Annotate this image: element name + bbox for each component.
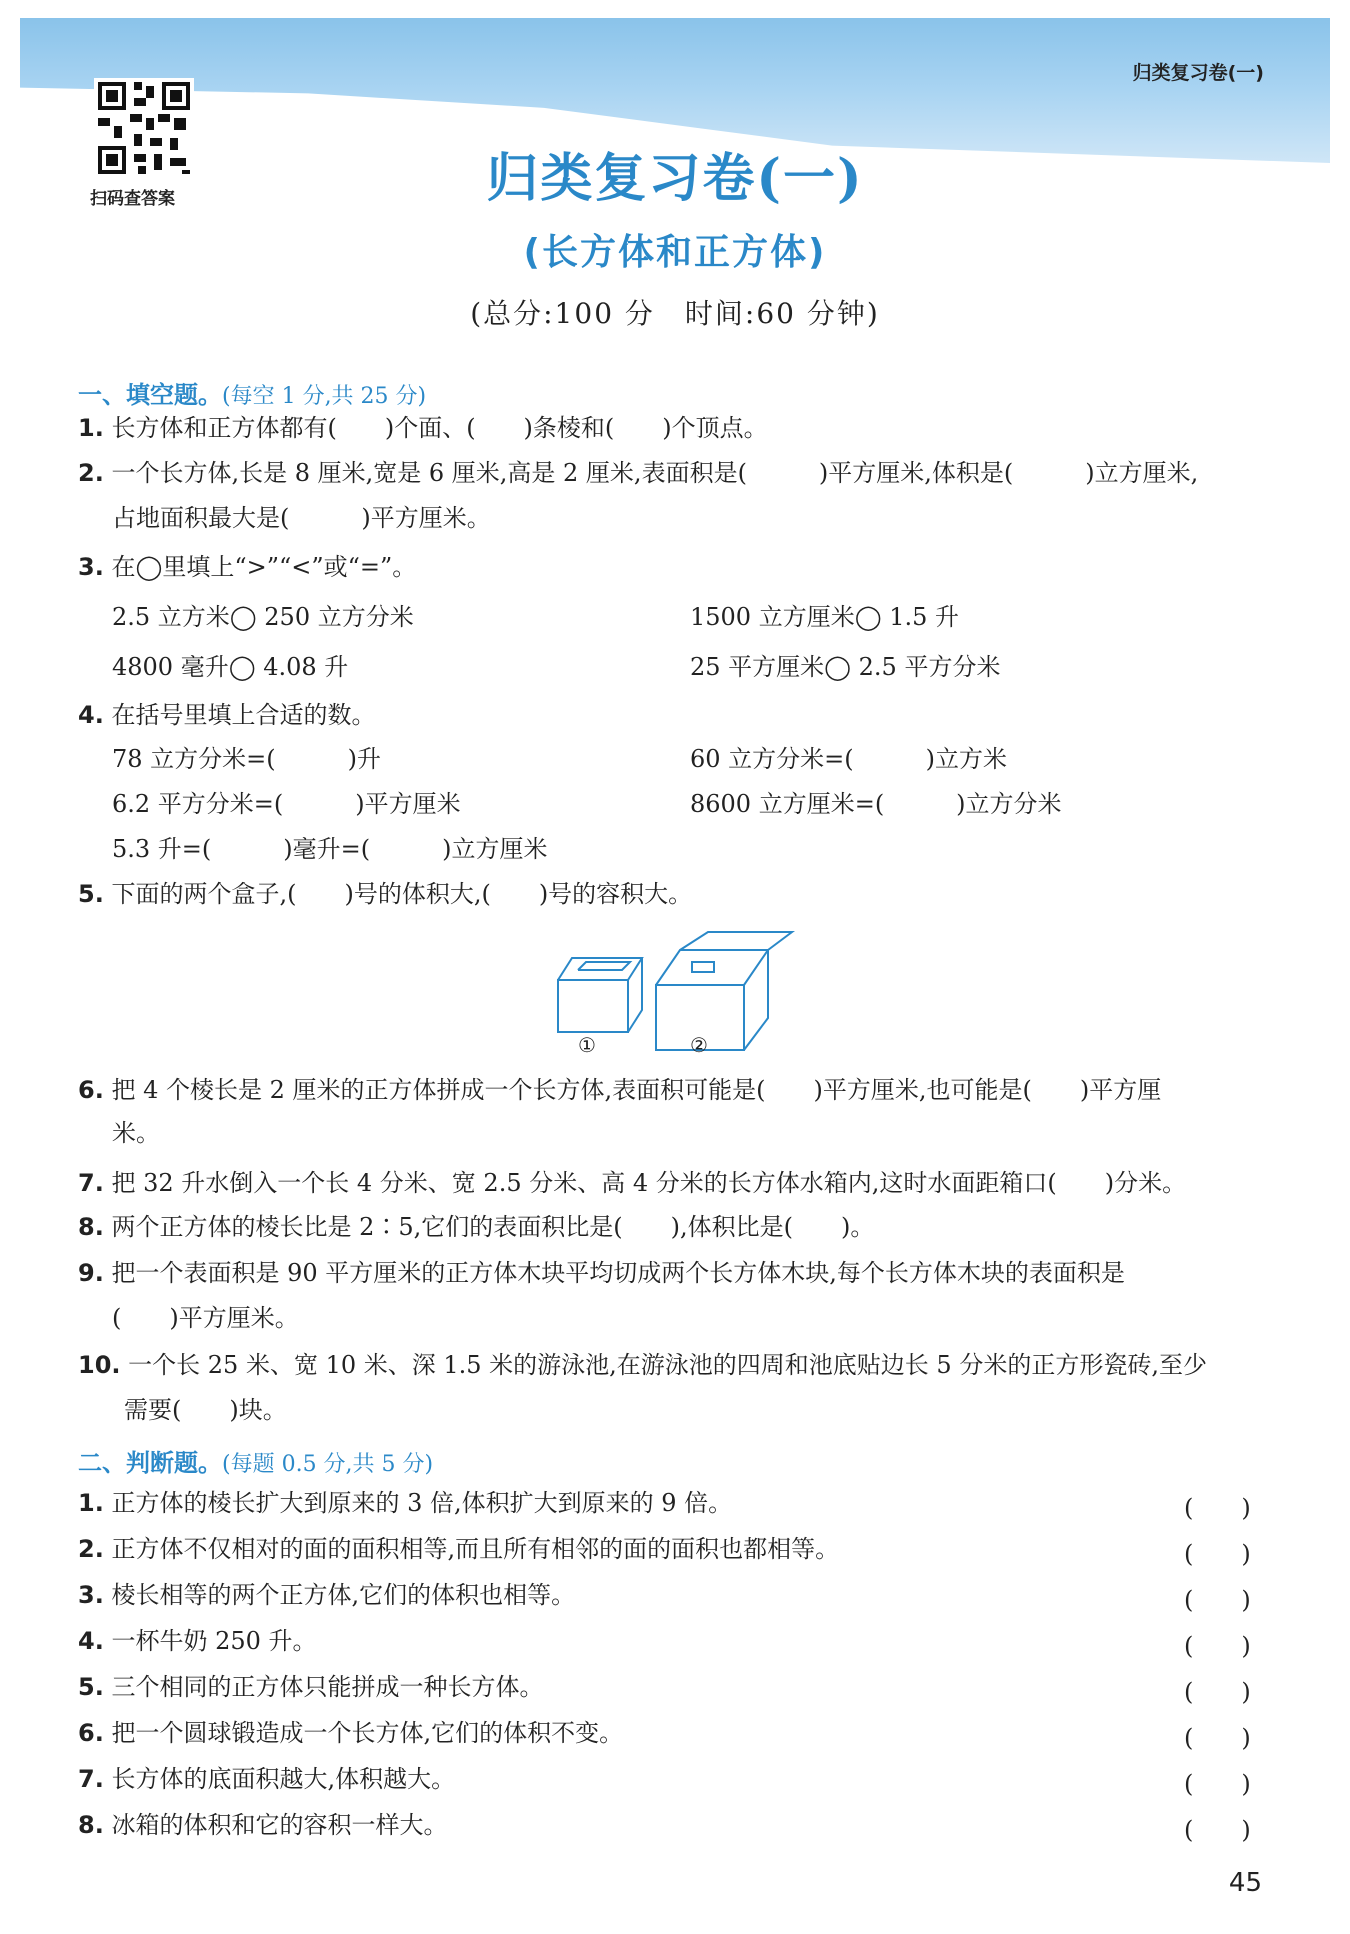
question-2 bbox=[78, 458, 1198, 488]
question-number: 3. bbox=[78, 1581, 104, 1609]
question-number: 4. bbox=[78, 1627, 104, 1655]
page-title: 归类复习卷(一) bbox=[486, 148, 864, 209]
question-text: 把 32 升水倒入一个长 4 分米、宽 2.5 分米、高 4 分米的长方体水箱内,这时水面距箱口( )分米。 bbox=[111, 1169, 1187, 1197]
judge-item-1 bbox=[78, 1488, 732, 1518]
judge-item-8 bbox=[78, 1810, 447, 1840]
box-1-drawing bbox=[558, 958, 642, 1032]
question-text: 棱长相等的两个正方体,它们的体积也相等。 bbox=[111, 1581, 576, 1609]
question-2-continued: 占地面积最大是( )平方厘米。 bbox=[112, 504, 491, 532]
fill-item-e: 5.3 升=( )毫升=( )立方厘米 bbox=[112, 835, 548, 863]
question-text: 长方体和正方体都有( )个面、( )条棱和( )个顶点。 bbox=[111, 414, 768, 442]
question-8 bbox=[78, 1212, 874, 1242]
qr-caption: 扫码查答案 bbox=[90, 189, 175, 209]
fill-item-a: 78 立方分米=( )升 bbox=[112, 745, 382, 773]
question-6-continued: 米。 bbox=[112, 1119, 160, 1147]
judge-item-5 bbox=[78, 1672, 543, 1702]
section-1-note: (每空 1 分,共 25 分) bbox=[222, 384, 427, 409]
page-subtitle: (长方体和正方体) bbox=[523, 232, 827, 273]
box-2-drawing bbox=[656, 932, 792, 1050]
box-label-1: ① bbox=[578, 1033, 596, 1057]
score-time-info: (总分:100 分 时间:60 分钟) bbox=[470, 297, 880, 330]
question-number: 9. bbox=[78, 1259, 104, 1287]
section-1-heading bbox=[78, 375, 426, 410]
question-6 bbox=[78, 1075, 1161, 1105]
question-number: 5. bbox=[78, 1673, 104, 1701]
question-number: 10. bbox=[78, 1351, 121, 1379]
section-2-heading bbox=[78, 1443, 433, 1478]
question-number: 4. bbox=[78, 701, 104, 729]
question-5 bbox=[78, 879, 692, 909]
question-number: 2. bbox=[78, 1535, 104, 1563]
question-10-continued: 需要( )块。 bbox=[124, 1396, 287, 1424]
compare-item-c: 4800 毫升◯ 4.08 升 bbox=[112, 653, 349, 681]
fill-item-c: 6.2 平方分米=( )平方厘米 bbox=[112, 790, 461, 818]
compare-item-d: 25 平方厘米◯ 2.5 平方分米 bbox=[690, 653, 1001, 681]
question-text: 把 4 个棱长是 2 厘米的正方体拼成一个长方体,表面积可能是( )平方厘米,也可能是( )平方厘 bbox=[111, 1076, 1162, 1104]
question-text: 下面的两个盒子,( )号的体积大,( )号的容积大。 bbox=[111, 880, 693, 908]
question-3 bbox=[78, 552, 416, 582]
question-text: 正方体不仅相对的面的面积相等,而且所有相邻的面的面积也都相等。 bbox=[111, 1535, 840, 1563]
question-10 bbox=[78, 1350, 1207, 1380]
section-2-title: 二、判断题。 bbox=[78, 1449, 222, 1477]
question-text: 在◯里填上“>”“<”或“=”。 bbox=[111, 553, 417, 581]
fill-item-d: 8600 立方厘米=( )立方分米 bbox=[690, 790, 1062, 818]
answer-bracket[interactable]: ( ) bbox=[1184, 1494, 1251, 1522]
question-text: 把一个表面积是 90 平方厘米的正方体木块平均切成两个长方体木块,每个长方体木块的表面积是 bbox=[111, 1259, 1125, 1287]
question-number: 8. bbox=[78, 1213, 104, 1241]
question-text: 把一个圆球锻造成一个长方体,它们的体积不变。 bbox=[111, 1719, 624, 1747]
fill-item-b: 60 立方分米=( )立方米 bbox=[690, 745, 1008, 773]
question-7 bbox=[78, 1168, 1186, 1198]
question-text: 一个长方体,长是 8 厘米,宽是 6 厘米,高是 2 厘米,表面积是( )平方厘米,体积是( )立方厘米, bbox=[111, 459, 1199, 487]
judge-item-6 bbox=[78, 1718, 623, 1748]
question-text: 长方体的底面积越大,体积越大。 bbox=[111, 1765, 456, 1793]
answer-bracket[interactable]: ( ) bbox=[1184, 1724, 1251, 1752]
question-text: 一杯牛奶 250 升。 bbox=[111, 1627, 317, 1655]
question-4 bbox=[78, 700, 375, 730]
question-text: 两个正方体的棱长比是 2∶5,它们的表面积比是( ),体积比是( )。 bbox=[111, 1213, 875, 1241]
judge-item-3 bbox=[78, 1580, 575, 1610]
question-number: 5. bbox=[78, 880, 104, 908]
question-number: 1. bbox=[78, 414, 104, 442]
answer-bracket[interactable]: ( ) bbox=[1184, 1586, 1251, 1614]
question-number: 7. bbox=[78, 1169, 104, 1197]
question-number: 6. bbox=[78, 1076, 104, 1104]
question-number: 8. bbox=[78, 1811, 104, 1839]
judge-item-7 bbox=[78, 1764, 455, 1794]
answer-bracket[interactable]: ( ) bbox=[1184, 1540, 1251, 1568]
question-text: 一个长 25 米、宽 10 米、深 1.5 米的游泳池,在游泳池的四周和池底贴边长 5 分米的正方形瓷砖,至少 bbox=[128, 1351, 1207, 1379]
question-number: 3. bbox=[78, 553, 104, 581]
question-1 bbox=[78, 413, 768, 443]
question-text: 冰箱的体积和它的容积一样大。 bbox=[111, 1811, 448, 1839]
answer-bracket[interactable]: ( ) bbox=[1184, 1632, 1251, 1660]
section-1-title: 一、填空题。 bbox=[78, 381, 222, 409]
answer-bracket[interactable]: ( ) bbox=[1184, 1770, 1251, 1798]
question-number: 6. bbox=[78, 1719, 104, 1747]
question-number: 7. bbox=[78, 1765, 104, 1793]
question-9 bbox=[78, 1258, 1125, 1288]
question-text: 三个相同的正方体只能拼成一种长方体。 bbox=[111, 1673, 544, 1701]
page-number: 45 bbox=[1228, 1868, 1262, 1898]
question-text: 正方体的棱长扩大到原来的 3 倍,体积扩大到原来的 9 倍。 bbox=[111, 1489, 733, 1517]
question-number: 2. bbox=[78, 459, 104, 487]
box-label-2: ② bbox=[690, 1033, 708, 1057]
question-text: 在括号里填上合适的数。 bbox=[111, 701, 376, 729]
compare-item-a: 2.5 立方米◯ 250 立方分米 bbox=[112, 603, 414, 631]
answer-bracket[interactable]: ( ) bbox=[1184, 1816, 1251, 1844]
answer-bracket[interactable]: ( ) bbox=[1184, 1678, 1251, 1706]
judge-item-2 bbox=[78, 1534, 839, 1564]
compare-item-b: 1500 立方厘米◯ 1.5 升 bbox=[690, 603, 959, 631]
running-head: 归类复习卷(一) bbox=[1132, 62, 1264, 84]
question-9-continued: ( )平方厘米。 bbox=[112, 1304, 299, 1332]
judge-item-4 bbox=[78, 1626, 317, 1656]
section-2-note: (每题 0.5 分,共 5 分) bbox=[222, 1452, 434, 1477]
question-number: 1. bbox=[78, 1489, 104, 1517]
